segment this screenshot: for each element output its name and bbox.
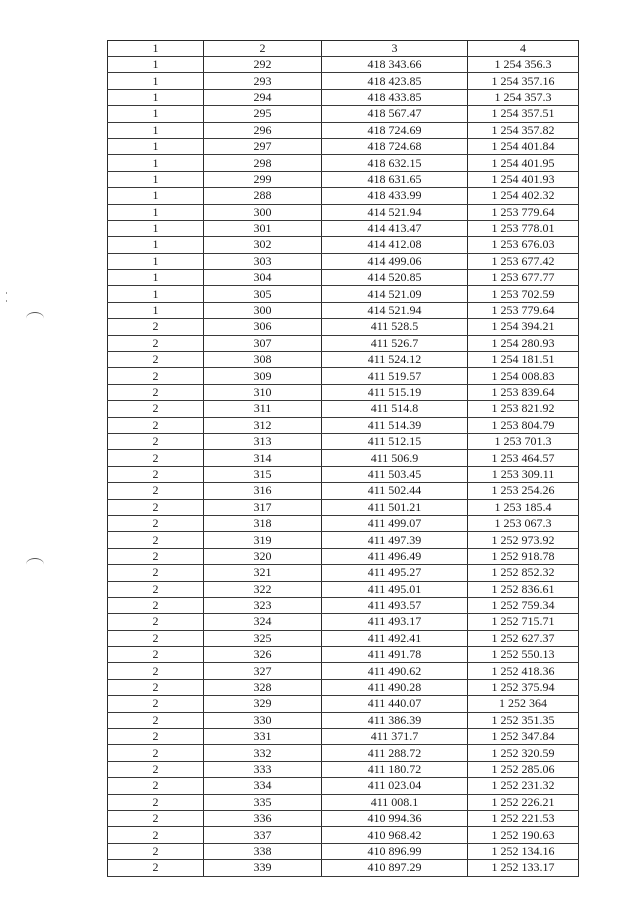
x-coordinate-cell: 414 412.08: [322, 237, 468, 253]
contour-number-cell: 2: [108, 499, 204, 515]
point-number-cell: 294: [204, 89, 322, 105]
point-number-cell: 307: [204, 335, 322, 351]
x-coordinate-cell: 418 724.68: [322, 138, 468, 154]
point-number-cell: 332: [204, 745, 322, 761]
point-number-cell: 301: [204, 220, 322, 236]
contour-number-cell: 2: [108, 466, 204, 482]
y-coordinate-cell: 1 252 134.16: [468, 843, 579, 859]
contour-number-cell: 2: [108, 778, 204, 794]
contour-number-cell: 2: [108, 745, 204, 761]
x-coordinate-cell: 411 493.17: [322, 614, 468, 630]
point-number-cell: 322: [204, 581, 322, 597]
table-row: [108, 89, 579, 105]
table-row: [108, 466, 579, 482]
contour-number-cell: 2: [108, 433, 204, 449]
y-coordinate-cell: 1 254 357.82: [468, 122, 579, 138]
contour-number-cell: 1: [108, 73, 204, 89]
table-row: [108, 778, 579, 794]
point-number-cell: 296: [204, 122, 322, 138]
point-number-cell: 328: [204, 679, 322, 695]
point-number-cell: 305: [204, 286, 322, 302]
point-number-cell: 320: [204, 548, 322, 564]
x-coordinate-cell: 411 288.72: [322, 745, 468, 761]
contour-number-cell: 2: [108, 761, 204, 777]
point-number-cell: 295: [204, 106, 322, 122]
contour-number-cell: 1: [108, 302, 204, 318]
contour-number-cell: 1: [108, 138, 204, 154]
x-coordinate-cell: 418 724.69: [322, 122, 468, 138]
contour-number-cell: 2: [108, 712, 204, 728]
x-coordinate-cell: 411 497.39: [322, 532, 468, 548]
table-row: [108, 794, 579, 810]
table-row: [108, 827, 579, 843]
contour-number-cell: 2: [108, 860, 204, 876]
contour-number-cell: 2: [108, 597, 204, 613]
contour-number-cell: 2: [108, 483, 204, 499]
table-row: [108, 499, 579, 515]
y-coordinate-cell: 1 254 357.16: [468, 73, 579, 89]
y-coordinate-cell: 1 254 394.21: [468, 319, 579, 335]
y-coordinate-cell: 1 252 852.32: [468, 565, 579, 581]
contour-number-cell: 1: [108, 220, 204, 236]
table-row: [108, 384, 579, 400]
table-row: [108, 319, 579, 335]
column-header-4: 4: [468, 41, 579, 57]
table-row: [108, 220, 579, 236]
point-number-cell: 297: [204, 138, 322, 154]
contour-number-cell: 2: [108, 515, 204, 531]
contour-number-cell: 1: [108, 188, 204, 204]
x-coordinate-cell: 411 386.39: [322, 712, 468, 728]
contour-number-cell: 2: [108, 647, 204, 663]
point-number-cell: 293: [204, 73, 322, 89]
table-row: [108, 368, 579, 384]
table-row: [108, 204, 579, 220]
contour-number-cell: 2: [108, 843, 204, 859]
x-coordinate-cell: 418 423.85: [322, 73, 468, 89]
contour-number-cell: 2: [108, 614, 204, 630]
y-coordinate-cell: 1 253 309.11: [468, 466, 579, 482]
x-coordinate-cell: 411 440.07: [322, 696, 468, 712]
column-header-2: 2: [204, 41, 322, 57]
x-coordinate-cell: 410 896.99: [322, 843, 468, 859]
contour-number-cell: 1: [108, 89, 204, 105]
y-coordinate-cell: 1 253 804.79: [468, 417, 579, 433]
x-coordinate-cell: 411 492.41: [322, 630, 468, 646]
y-coordinate-cell: 1 252 418.36: [468, 663, 579, 679]
table-row: [108, 401, 579, 417]
point-number-cell: 327: [204, 663, 322, 679]
table-row: [108, 433, 579, 449]
x-coordinate-cell: 411 506.9: [322, 450, 468, 466]
y-coordinate-cell: 1 252 351.35: [468, 712, 579, 728]
table-row: [108, 843, 579, 859]
contour-number-cell: 2: [108, 696, 204, 712]
point-number-cell: 334: [204, 778, 322, 794]
table-row: [108, 73, 579, 89]
point-number-cell: 333: [204, 761, 322, 777]
point-number-cell: 311: [204, 401, 322, 417]
y-coordinate-cell: 1 253 779.64: [468, 204, 579, 220]
x-coordinate-cell: 411 495.27: [322, 565, 468, 581]
x-coordinate-cell: 411 490.62: [322, 663, 468, 679]
x-coordinate-cell: 418 632.15: [322, 155, 468, 171]
y-coordinate-cell: 1 253 185.4: [468, 499, 579, 515]
y-coordinate-cell: 1 254 402.32: [468, 188, 579, 204]
y-coordinate-cell: 1 254 280.93: [468, 335, 579, 351]
table-row: [108, 57, 579, 73]
y-coordinate-cell: 1 253 677.77: [468, 270, 579, 286]
contour-number-cell: 1: [108, 286, 204, 302]
y-coordinate-cell: 1 252 320.59: [468, 745, 579, 761]
contour-number-cell: 2: [108, 679, 204, 695]
table-row: [108, 253, 579, 269]
y-coordinate-cell: 1 254 357.51: [468, 106, 579, 122]
contour-number-cell: 1: [108, 270, 204, 286]
table-row: [108, 417, 579, 433]
contour-number-cell: 2: [108, 368, 204, 384]
x-coordinate-cell: 411 491.78: [322, 647, 468, 663]
x-coordinate-cell: 411 526.7: [322, 335, 468, 351]
point-number-cell: 324: [204, 614, 322, 630]
contour-number-cell: 1: [108, 237, 204, 253]
contour-number-cell: 2: [108, 729, 204, 745]
coordinates-table: [107, 40, 579, 877]
table-row: [108, 630, 579, 646]
point-number-cell: 310: [204, 384, 322, 400]
table-row: [108, 581, 579, 597]
table-row: [108, 532, 579, 548]
contour-number-cell: 2: [108, 565, 204, 581]
contour-number-cell: 1: [108, 122, 204, 138]
y-coordinate-cell: 1 252 375.94: [468, 679, 579, 695]
x-coordinate-cell: 411 519.57: [322, 368, 468, 384]
y-coordinate-cell: 1 253 067.3: [468, 515, 579, 531]
contour-number-cell: 2: [108, 581, 204, 597]
table-row: [108, 106, 579, 122]
x-coordinate-cell: 418 433.99: [322, 188, 468, 204]
table-row: [108, 663, 579, 679]
contour-number-cell: 2: [108, 630, 204, 646]
margin-punch-mark-upper: [26, 312, 44, 325]
table-row: [108, 860, 579, 876]
y-coordinate-cell: 1 252 759.34: [468, 597, 579, 613]
point-number-cell: 288: [204, 188, 322, 204]
x-coordinate-cell: 414 521.09: [322, 286, 468, 302]
table-row: [108, 138, 579, 154]
table-row: [108, 729, 579, 745]
x-coordinate-cell: 411 502.44: [322, 483, 468, 499]
table-row: [108, 761, 579, 777]
point-number-cell: 339: [204, 860, 322, 876]
table-row: [108, 548, 579, 564]
column-header-1: 1: [108, 41, 204, 57]
table-row: [108, 810, 579, 826]
x-coordinate-cell: 418 433.85: [322, 89, 468, 105]
point-number-cell: 323: [204, 597, 322, 613]
table-row: [108, 335, 579, 351]
contour-number-cell: 2: [108, 548, 204, 564]
y-coordinate-cell: 1 253 676.03: [468, 237, 579, 253]
y-coordinate-cell: 1 252 231.32: [468, 778, 579, 794]
table-row: [108, 270, 579, 286]
point-number-cell: 337: [204, 827, 322, 843]
y-coordinate-cell: 1 252 550.13: [468, 647, 579, 663]
x-coordinate-cell: 410 968.42: [322, 827, 468, 843]
y-coordinate-cell: 1 252 226.21: [468, 794, 579, 810]
point-number-cell: 319: [204, 532, 322, 548]
table-row: [108, 450, 579, 466]
y-coordinate-cell: 1 252 627.37: [468, 630, 579, 646]
y-coordinate-cell: 1 254 401.84: [468, 138, 579, 154]
y-coordinate-cell: 1 254 401.95: [468, 155, 579, 171]
scan-speck: [6, 292, 7, 294]
table-row: [108, 171, 579, 187]
table-body: [108, 57, 579, 877]
x-coordinate-cell: 411 371.7: [322, 729, 468, 745]
point-number-cell: 316: [204, 483, 322, 499]
contour-number-cell: 2: [108, 352, 204, 368]
x-coordinate-cell: 410 994.36: [322, 810, 468, 826]
y-coordinate-cell: 1 253 677.42: [468, 253, 579, 269]
y-coordinate-cell: 1 252 221.53: [468, 810, 579, 826]
x-coordinate-cell: 411 503.45: [322, 466, 468, 482]
point-number-cell: 321: [204, 565, 322, 581]
x-coordinate-cell: 411 528.5: [322, 319, 468, 335]
table-row: [108, 122, 579, 138]
y-coordinate-cell: 1 252 715.71: [468, 614, 579, 630]
point-number-cell: 313: [204, 433, 322, 449]
table-row: [108, 237, 579, 253]
y-coordinate-cell: 1 254 008.83: [468, 368, 579, 384]
point-number-cell: 292: [204, 57, 322, 73]
point-number-cell: 306: [204, 319, 322, 335]
table-row: [108, 352, 579, 368]
contour-number-cell: 2: [108, 794, 204, 810]
table-row: [108, 155, 579, 171]
column-header-3: 3: [322, 41, 468, 57]
point-number-cell: 304: [204, 270, 322, 286]
contour-number-cell: 2: [108, 384, 204, 400]
x-coordinate-cell: 410 897.29: [322, 860, 468, 876]
y-coordinate-cell: 1 252 133.17: [468, 860, 579, 876]
contour-number-cell: 2: [108, 335, 204, 351]
x-coordinate-cell: 411 023.04: [322, 778, 468, 794]
point-number-cell: 303: [204, 253, 322, 269]
x-coordinate-cell: 414 499.06: [322, 253, 468, 269]
x-coordinate-cell: 411 514.8: [322, 401, 468, 417]
y-coordinate-cell: 1 252 973.92: [468, 532, 579, 548]
margin-punch-mark-lower: [26, 558, 44, 571]
point-number-cell: 298: [204, 155, 322, 171]
x-coordinate-cell: 411 512.15: [322, 433, 468, 449]
table-row: [108, 565, 579, 581]
x-coordinate-cell: 411 180.72: [322, 761, 468, 777]
point-number-cell: 318: [204, 515, 322, 531]
point-number-cell: 314: [204, 450, 322, 466]
table-row: [108, 696, 579, 712]
contour-number-cell: 1: [108, 204, 204, 220]
point-number-cell: 300: [204, 204, 322, 220]
contour-number-cell: 1: [108, 106, 204, 122]
y-coordinate-cell: 1 253 779.64: [468, 302, 579, 318]
point-number-cell: 335: [204, 794, 322, 810]
y-coordinate-cell: 1 253 821.92: [468, 401, 579, 417]
y-coordinate-cell: 1 252 918.78: [468, 548, 579, 564]
x-coordinate-cell: 418 343.66: [322, 57, 468, 73]
y-coordinate-cell: 1 253 839.64: [468, 384, 579, 400]
point-number-cell: 326: [204, 647, 322, 663]
y-coordinate-cell: 1 252 836.61: [468, 581, 579, 597]
point-number-cell: 330: [204, 712, 322, 728]
x-coordinate-cell: 411 524.12: [322, 352, 468, 368]
x-coordinate-cell: 411 501.21: [322, 499, 468, 515]
y-coordinate-cell: 1 253 778.01: [468, 220, 579, 236]
x-coordinate-cell: 411 008.1: [322, 794, 468, 810]
point-number-cell: 317: [204, 499, 322, 515]
contour-number-cell: 2: [108, 663, 204, 679]
contour-number-cell: 2: [108, 532, 204, 548]
point-number-cell: 300: [204, 302, 322, 318]
y-coordinate-cell: 1 252 364: [468, 696, 579, 712]
y-coordinate-cell: 1 254 357.3: [468, 89, 579, 105]
point-number-cell: 302: [204, 237, 322, 253]
x-coordinate-cell: 414 521.94: [322, 204, 468, 220]
x-coordinate-cell: 418 631.65: [322, 171, 468, 187]
y-coordinate-cell: 1 254 356.3: [468, 57, 579, 73]
point-number-cell: 308: [204, 352, 322, 368]
x-coordinate-cell: 414 520.85: [322, 270, 468, 286]
contour-number-cell: 1: [108, 57, 204, 73]
point-number-cell: 338: [204, 843, 322, 859]
point-number-cell: 329: [204, 696, 322, 712]
point-number-cell: 336: [204, 810, 322, 826]
contour-number-cell: 2: [108, 810, 204, 826]
y-coordinate-cell: 1 253 464.57: [468, 450, 579, 466]
contour-number-cell: 1: [108, 155, 204, 171]
table-row: [108, 515, 579, 531]
x-coordinate-cell: 411 499.07: [322, 515, 468, 531]
table-row: [108, 483, 579, 499]
x-coordinate-cell: 414 521.94: [322, 302, 468, 318]
y-coordinate-cell: 1 253 701.3: [468, 433, 579, 449]
table-row: [108, 745, 579, 761]
x-coordinate-cell: 411 493.57: [322, 597, 468, 613]
x-coordinate-cell: 411 490.28: [322, 679, 468, 695]
contour-number-cell: 2: [108, 827, 204, 843]
contour-number-cell: 2: [108, 401, 204, 417]
y-coordinate-cell: 1 252 190.63: [468, 827, 579, 843]
table-row: [108, 712, 579, 728]
contour-number-cell: 1: [108, 171, 204, 187]
y-coordinate-cell: 1 252 285.06: [468, 761, 579, 777]
table-header-row: [108, 41, 579, 57]
x-coordinate-cell: 411 514.39: [322, 417, 468, 433]
table-row: [108, 614, 579, 630]
x-coordinate-cell: 411 515.19: [322, 384, 468, 400]
contour-number-cell: 2: [108, 450, 204, 466]
contour-number-cell: 1: [108, 253, 204, 269]
table-row: [108, 679, 579, 695]
point-number-cell: 331: [204, 729, 322, 745]
scan-speck: [6, 300, 7, 302]
point-number-cell: 325: [204, 630, 322, 646]
x-coordinate-cell: 411 496.49: [322, 548, 468, 564]
table-row: [108, 647, 579, 663]
y-coordinate-cell: 1 253 254.26: [468, 483, 579, 499]
table-row: [108, 188, 579, 204]
contour-number-cell: 2: [108, 319, 204, 335]
point-number-cell: 315: [204, 466, 322, 482]
x-coordinate-cell: 411 495.01: [322, 581, 468, 597]
point-number-cell: 299: [204, 171, 322, 187]
contour-number-cell: 2: [108, 417, 204, 433]
y-coordinate-cell: 1 254 401.93: [468, 171, 579, 187]
table-row: [108, 286, 579, 302]
point-number-cell: 309: [204, 368, 322, 384]
y-coordinate-cell: 1 253 702.59: [468, 286, 579, 302]
x-coordinate-cell: 414 413.47: [322, 220, 468, 236]
x-coordinate-cell: 418 567.47: [322, 106, 468, 122]
y-coordinate-cell: 1 254 181.51: [468, 352, 579, 368]
table-row: [108, 597, 579, 613]
table-row: [108, 302, 579, 318]
point-number-cell: 312: [204, 417, 322, 433]
y-coordinate-cell: 1 252 347.84: [468, 729, 579, 745]
